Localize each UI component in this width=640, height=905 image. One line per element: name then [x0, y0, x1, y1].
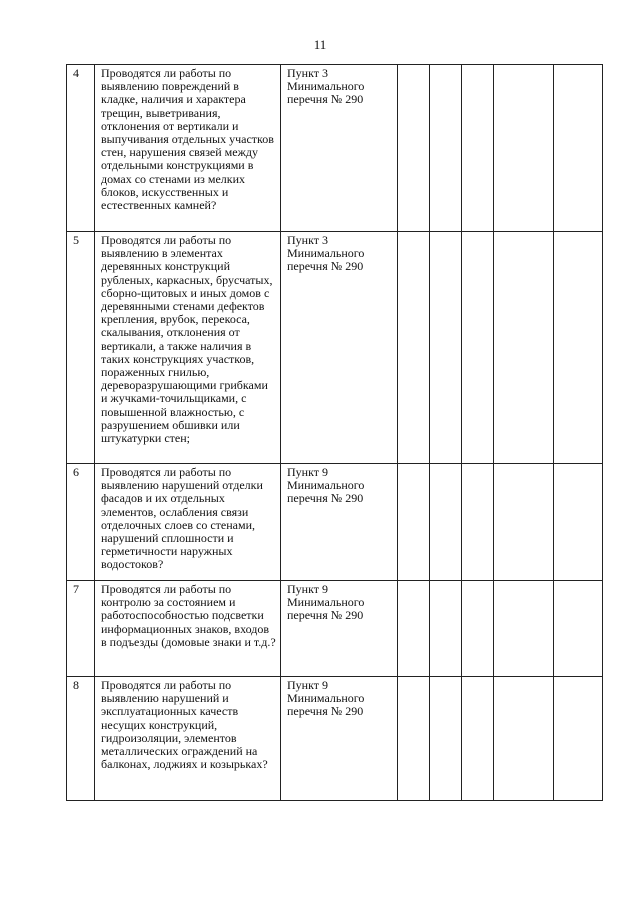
answer-cell — [554, 677, 603, 801]
question-text: Проводятся ли работы по выявлению в элементах деревянных конструкций рубленых, каркасных, брусчатых, сборно-щитовых и иных домов с деревянными стенами дефектов крепления, врубок, перекоса, скалывания, отклонения от вертикали, а также наличия в таких конструкциях участков, пораженных гнилью, дереворазрушающими грибками и жучками-точильщиками, с повышенной влажностью, с разрушением обшивки или штукатурки стен; — [95, 232, 281, 464]
reference-text: Пункт 9 Минимального перечня № 290 — [281, 464, 398, 581]
checklist-table — [66, 64, 603, 801]
question-text: Проводятся ли работы по выявлению нарушений отделки фасадов и их отдельных элементов, ослабления связи отделочных слоев со стенами, нарушений сплошности и герметичности наружных водостоков? — [95, 464, 281, 581]
row-number: 8 — [67, 677, 95, 801]
row-number: 6 — [67, 464, 95, 581]
answer-cell — [494, 677, 554, 801]
table-row — [67, 464, 603, 581]
table-row — [67, 677, 603, 801]
answer-cell — [398, 65, 430, 232]
table-row — [67, 65, 603, 232]
row-number: 4 — [67, 65, 95, 232]
reference-text: Пункт 9 Минимального перечня № 290 — [281, 581, 398, 677]
question-text: Проводятся ли работы по контролю за состоянием и работоспособностью подсветки информационных знаков, входов в подъезды (домовые знаки и т.д.? — [95, 581, 281, 677]
row-number: 7 — [67, 581, 95, 677]
page-number: 11 — [313, 37, 327, 52]
answer-cell — [494, 464, 554, 581]
answer-cell — [554, 232, 603, 464]
answer-cell — [430, 581, 462, 677]
question-text: Проводятся ли работы по выявлению повреждений в кладке, наличия и характера трещин, выветривания, отклонения от вертикали и выпучивания отдельных участков стен, нарушения связей между отдельными конструкциями в домах со стенами из мелких блоков, искусственных и естественных камней? — [95, 65, 281, 232]
answer-cell — [430, 677, 462, 801]
answer-cell — [554, 65, 603, 232]
answer-cell — [494, 232, 554, 464]
answer-cell — [494, 65, 554, 232]
answer-cell — [462, 65, 494, 232]
answer-cell — [554, 581, 603, 677]
table-row — [67, 581, 603, 677]
answer-cell — [398, 464, 430, 581]
question-text: Проводятся ли работы по выявлению нарушений и эксплуатационных качеств несущих конструкций, гидроизоляции, элементов металлических ограждений на балконах, лоджиях и козырьках? — [95, 677, 281, 801]
answer-cell — [430, 232, 462, 464]
answer-cell — [430, 464, 462, 581]
row-number: 5 — [67, 232, 95, 464]
answer-cell — [398, 581, 430, 677]
answer-cell — [462, 232, 494, 464]
answer-cell — [398, 677, 430, 801]
answer-cell — [398, 232, 430, 464]
answer-cell — [430, 65, 462, 232]
answer-cell — [494, 581, 554, 677]
reference-text: Пункт 3 Минимального перечня № 290 — [281, 65, 398, 232]
reference-text: Пункт 9 Минимального перечня № 290 — [281, 677, 398, 801]
answer-cell — [462, 464, 494, 581]
answer-cell — [554, 464, 603, 581]
reference-text: Пункт 3 Минимального перечня № 290 — [281, 232, 398, 464]
table-row — [67, 232, 603, 464]
answer-cell — [462, 677, 494, 801]
answer-cell — [462, 581, 494, 677]
